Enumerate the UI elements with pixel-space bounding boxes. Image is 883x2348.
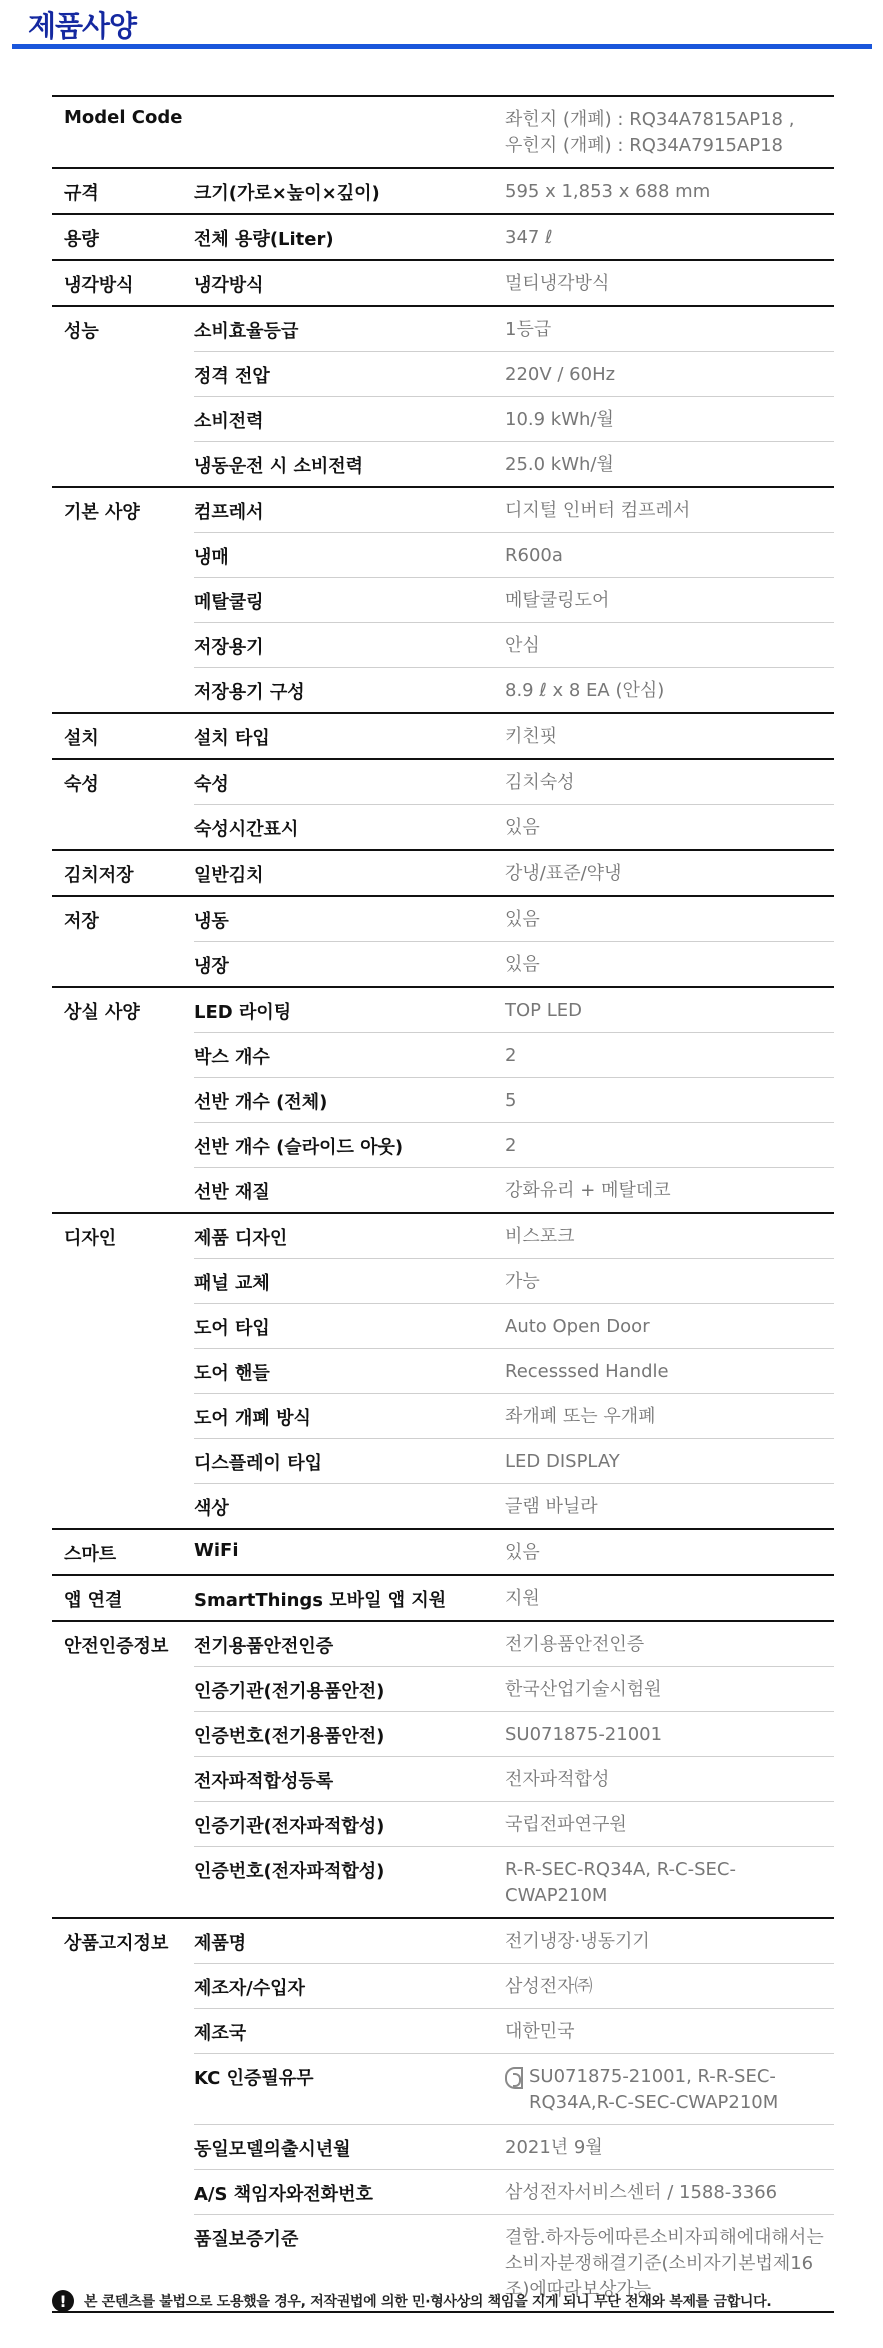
spec-row: [194, 2124, 834, 2169]
spec-row: [194, 1711, 834, 1756]
spec-value: 국립전파연구원: [505, 1814, 627, 1835]
spec-group: [52, 712, 834, 758]
spec-value: 김치숙성: [505, 772, 575, 793]
spec-label: 제품명: [194, 1933, 247, 1954]
spec-row: [194, 988, 834, 1032]
spec-value: 메탈쿨링도어: [505, 590, 610, 611]
spec-row: [194, 396, 834, 441]
spec-value: 강화유리 + 메탈데코: [505, 1180, 671, 1201]
spec-value: 있음: [505, 817, 540, 838]
spec-row: [194, 1032, 834, 1077]
spec-rows: [194, 714, 834, 758]
spec-label: 크기(가로×높이×깊이): [194, 183, 380, 204]
spec-label: 박스 개수: [194, 1047, 270, 1068]
spec-row: [194, 1258, 834, 1303]
spec-label: WiFi: [194, 1540, 239, 1561]
notice-text: 본 콘텐츠를 불법으로 도용했을 경우, 저작권법에 의한 민·형사상의 책임을 지게 되니 무단 전재와 복제를 금합니다.: [84, 2294, 772, 2310]
spec-group: [52, 849, 834, 895]
spec-row: [194, 351, 834, 396]
spec-label: 색상: [194, 1498, 229, 1519]
spec-value: 글램 바닐라: [505, 1496, 598, 1517]
spec-value: 있음: [505, 954, 540, 975]
spec-row: [194, 1919, 834, 1963]
spec-label: 도어 타입: [194, 1318, 270, 1339]
spec-label: 디스플레이 타입: [194, 1453, 322, 1474]
spec-row: [194, 577, 834, 622]
spec-label: 소비효율등급: [194, 321, 299, 342]
spec-label: 소비전력: [194, 411, 264, 432]
spec-row: [194, 1303, 834, 1348]
spec-category: 김치저장: [64, 865, 134, 886]
spec-group: [52, 1917, 834, 2313]
spec-row: [194, 261, 834, 305]
spec-row: [194, 1622, 834, 1666]
spec-rows: [194, 897, 834, 986]
spec-value: 강냉/표준/약냉: [505, 863, 622, 884]
spec-row: [194, 622, 834, 667]
spec-row: [194, 1530, 834, 1574]
spec-category: 성능: [64, 321, 99, 342]
spec-category: 숙성: [64, 774, 99, 795]
spec-value: 347 ℓ: [505, 227, 553, 248]
spec-category: 용량: [64, 229, 99, 250]
spec-category: 냉각방식: [64, 275, 134, 296]
spec-value: 10.9 kWh/월: [505, 409, 614, 430]
spec-value: 8.9 ℓ x 8 EA (안심): [505, 680, 665, 701]
spec-rows: [194, 988, 834, 1212]
spec-category: 저장: [64, 911, 99, 932]
spec-row: [194, 441, 834, 486]
spec-row: [194, 1077, 834, 1122]
spec-value: 전자파적합성: [505, 1769, 610, 1790]
spec-category: 안전인증정보: [64, 1636, 169, 1657]
spec-label: 도어 핸들: [194, 1363, 270, 1384]
spec-label: 저장용기 구성: [194, 682, 305, 703]
spec-row: [194, 941, 834, 986]
spec-value: SU071875-21001: [505, 1724, 663, 1745]
spec-row: [194, 1963, 834, 2008]
spec-rows: [505, 97, 834, 167]
spec-group: [52, 305, 834, 486]
spec-label: 메탈쿨링: [194, 592, 264, 613]
spec-row: [194, 1576, 834, 1620]
spec-row: [194, 1801, 834, 1846]
spec-group-model: [52, 95, 834, 167]
spec-value: R600a: [505, 545, 563, 566]
kc-mark-icon: [505, 2067, 523, 2089]
spec-label: 냉매: [194, 547, 229, 568]
spec-row: [194, 1393, 834, 1438]
spec-value: 한국산업기술시험원: [505, 1679, 662, 1700]
spec-value: 2: [505, 1135, 517, 1156]
spec-row: [194, 2008, 834, 2053]
spec-label: LED 라이팅: [194, 1002, 292, 1023]
spec-category: 규격: [64, 183, 99, 204]
spec-row: [194, 1483, 834, 1528]
spec-value: [505, 2054, 834, 2124]
spec-table: [52, 95, 834, 2313]
spec-value: 가능: [505, 1271, 540, 1292]
spec-value: 있음: [505, 1542, 540, 1563]
spec-row: [194, 2169, 834, 2214]
spec-row: [194, 804, 834, 849]
spec-group: [52, 1574, 834, 1620]
model-code-right: 우힌지 (개폐) : RQ34A7915AP18: [505, 135, 783, 156]
spec-label: 동일모델의출시년월: [194, 2139, 351, 2160]
spec-row: [194, 851, 834, 895]
spec-group: [52, 1528, 834, 1574]
spec-value: 삼성전자서비스센터 / 1588-3366: [505, 2182, 778, 2203]
spec-category: 디자인: [64, 1228, 117, 1249]
spec-category: 스마트: [64, 1544, 117, 1565]
spec-row: [194, 760, 834, 804]
spec-label: 선반 재질: [194, 1182, 270, 1203]
spec-rows: [194, 169, 834, 213]
spec-value: 키친핏: [505, 726, 558, 747]
spec-category: 앱 연결: [64, 1590, 123, 1611]
spec-row: [194, 1167, 834, 1212]
spec-value: 220V / 60Hz: [505, 364, 616, 385]
spec-label: 일반김치: [194, 865, 264, 886]
spec-rows: [194, 760, 834, 849]
copyright-notice: [52, 2290, 842, 2312]
spec-category: 상실 사양: [64, 1002, 140, 1023]
spec-group: [52, 1212, 834, 1528]
spec-value: 있음: [505, 909, 540, 930]
warning-icon: !: [52, 2290, 74, 2312]
spec-label: 선반 개수 (전체): [194, 1092, 328, 1113]
spec-row: [505, 97, 834, 167]
spec-label: 숙성: [194, 774, 229, 795]
spec-label: 저장용기: [194, 637, 264, 658]
spec-group: [52, 895, 834, 986]
spec-value: 2: [505, 1045, 517, 1066]
spec-rows: [194, 307, 834, 486]
spec-value: 안심: [505, 635, 540, 656]
spec-label: 냉각방식: [194, 275, 264, 296]
spec-label: 인증기관(전자파적합성): [194, 1816, 385, 1837]
spec-row: [194, 1122, 834, 1167]
spec-value: Recesssed Handle: [505, 1361, 669, 1382]
spec-row: [194, 1438, 834, 1483]
spec-label: 전기용품안전인증: [194, 1636, 334, 1657]
spec-row: [194, 532, 834, 577]
spec-label: 제조국: [194, 2023, 247, 2044]
spec-row: [194, 1348, 834, 1393]
spec-row: [194, 1214, 834, 1258]
spec-value: TOP LED: [505, 1000, 583, 1021]
spec-rows: [194, 1214, 834, 1528]
spec-value: 멀티냉각방식: [505, 273, 610, 294]
spec-group: [52, 213, 834, 259]
spec-group: [52, 1620, 834, 1917]
spec-value: 전기냉장·냉동기기: [505, 1931, 650, 1952]
spec-label: 인증번호(전자파적합성): [194, 1861, 385, 1882]
spec-label: 냉동: [194, 911, 229, 932]
spec-row: [194, 714, 834, 758]
spec-label: 컴프레서: [194, 502, 264, 523]
spec-label: 인증기관(전기용품안전): [194, 1681, 385, 1702]
spec-label: 인증번호(전기용품안전): [194, 1726, 385, 1747]
spec-rows: [194, 1576, 834, 1620]
spec-rows: [194, 851, 834, 895]
spec-value: R-R-SEC-RQ34A, R-C-SEC-CWAP210M: [505, 1859, 736, 1906]
spec-category: 기본 사양: [64, 502, 140, 523]
page-header: [0, 0, 883, 52]
spec-label: 전체 용량(Liter): [194, 229, 334, 250]
spec-category: Model Code: [64, 107, 183, 128]
spec-label: 냉동운전 시 소비전력: [194, 456, 364, 477]
spec-group: [52, 259, 834, 305]
spec-value: 삼성전자㈜: [505, 1976, 593, 1997]
kc-cert-text: SU071875-21001, R-R-SEC-RQ34A,R-C-SEC-CWAP210M: [529, 2066, 779, 2113]
spec-value: 비스포크: [505, 1226, 575, 1247]
spec-row: [194, 1756, 834, 1801]
spec-row: [194, 1846, 834, 1917]
spec-value: LED DISPLAY: [505, 1451, 620, 1472]
spec-row: [194, 215, 834, 259]
spec-label: 설치 타입: [194, 728, 270, 749]
spec-value: 결함.하자등에따른소비자피해에대해서는소비자분쟁해결기준(소비자기본법제16조)에따라보상가능: [505, 2227, 824, 2300]
spec-row: [194, 667, 834, 712]
spec-label: 정격 전압: [194, 366, 270, 387]
spec-row: [194, 488, 834, 532]
spec-rows: [194, 1530, 834, 1574]
spec-group: [52, 758, 834, 849]
spec-category: 상품고지정보: [64, 1933, 169, 1954]
spec-label: 전자파적합성등록: [194, 1771, 334, 1792]
spec-label: SmartThings 모바일 앱 지원: [194, 1590, 447, 1611]
spec-rows: [194, 261, 834, 305]
spec-row: [194, 169, 834, 213]
spec-value: 5: [505, 1090, 517, 1111]
spec-rows: [194, 215, 834, 259]
spec-label: 패널 교체: [194, 1273, 270, 1294]
spec-category: 설치: [64, 728, 99, 749]
spec-group: [52, 486, 834, 712]
page-title: 제품사양: [28, 9, 137, 43]
spec-row: [194, 307, 834, 351]
spec-row: [194, 1666, 834, 1711]
spec-label: A/S 책임자와전화번호: [194, 2184, 373, 2205]
spec-value: 2021년 9월: [505, 2137, 603, 2158]
spec-rows: [194, 488, 834, 712]
spec-label: 선반 개수 (슬라이드 아웃): [194, 1137, 404, 1158]
spec-label: 냉장: [194, 956, 229, 977]
spec-group: [52, 986, 834, 1212]
spec-row: [194, 897, 834, 941]
spec-label: 제품 디자인: [194, 1228, 288, 1249]
spec-value: 25.0 kWh/월: [505, 454, 614, 475]
spec-value: 595 x 1,853 x 688 mm: [505, 181, 711, 202]
spec-label: 숙성시간표시: [194, 819, 299, 840]
spec-label: 품질보증기준: [194, 2229, 299, 2250]
spec-value: 대한민국: [505, 2021, 575, 2042]
spec-label: 도어 개폐 방식: [194, 1408, 311, 1429]
spec-label: KC 인증필유무: [194, 2068, 314, 2089]
header-divider: [12, 44, 872, 49]
spec-value: 1등급: [505, 319, 552, 340]
spec-value: 전기용품안전인증: [505, 1634, 645, 1655]
spec-value: [505, 97, 834, 167]
spec-group: [52, 167, 834, 213]
spec-rows: [194, 1919, 834, 2311]
spec-value: 지원: [505, 1588, 540, 1609]
spec-value: 좌개폐 또는 우개폐: [505, 1406, 656, 1427]
spec-row: [194, 2053, 834, 2124]
spec-label: 제조자/수입자: [194, 1978, 305, 1999]
spec-rows: [194, 1622, 834, 1917]
spec-value: Auto Open Door: [505, 1316, 650, 1337]
spec-value: 디지털 인버터 컴프레서: [505, 500, 691, 521]
model-code-left: 좌힌지 (개폐) : RQ34A7815AP18 ,: [505, 109, 795, 130]
